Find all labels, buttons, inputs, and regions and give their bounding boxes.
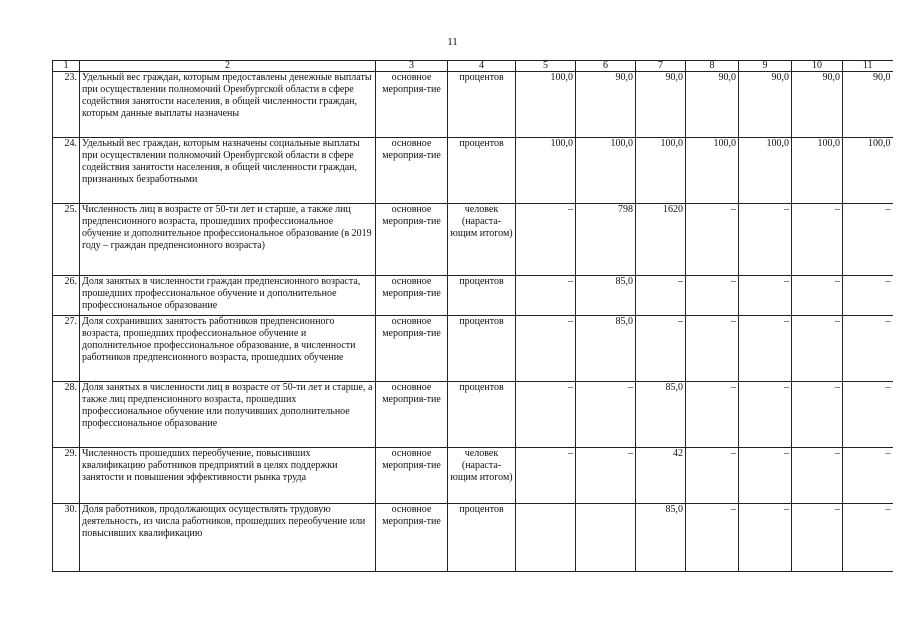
- value-col-8: –: [686, 448, 739, 504]
- value-col-11: –: [843, 504, 893, 572]
- value-col-9: 100,0: [739, 138, 792, 204]
- indicator-unit: процентов: [448, 316, 516, 382]
- row-number: 26.: [53, 276, 80, 316]
- table-row: [53, 504, 893, 572]
- table-row: [53, 72, 893, 138]
- value-col-6: –: [576, 382, 636, 448]
- indicator-text: Доля занятых в численности лиц в возрасте от 50-ти лет и старше, а также лиц предпенсионного возраста, прошедших профессиональное обучение или получивших дополнительное профессиональное образование: [80, 382, 376, 448]
- header-cell: 2: [80, 61, 376, 72]
- header-row: [53, 61, 893, 72]
- indicator-type: основное мероприя-тие: [376, 72, 448, 138]
- row-number: 28.: [53, 382, 80, 448]
- value-col-10: 100,0: [792, 138, 843, 204]
- value-col-8: –: [686, 204, 739, 276]
- value-col-7: 85,0: [636, 504, 686, 572]
- indicator-text: Доля работников, продолжающих осуществлять трудовую деятельность, из числа работников, прошедших переобучение или повысивших квалификацию: [80, 504, 376, 572]
- indicator-unit: процентов: [448, 138, 516, 204]
- header-cell: 7: [636, 61, 686, 72]
- value-col-8: 90,0: [686, 72, 739, 138]
- value-col-5: –: [516, 276, 576, 316]
- value-col-8: –: [686, 316, 739, 382]
- value-col-9: –: [739, 316, 792, 382]
- indicator-unit: процентов: [448, 72, 516, 138]
- value-col-6: [576, 504, 636, 572]
- indicator-unit: человек (нараста-ющим итогом): [448, 204, 516, 276]
- row-number: 25.: [53, 204, 80, 276]
- value-col-8: 100,0: [686, 138, 739, 204]
- value-col-9: –: [739, 504, 792, 572]
- value-col-10: –: [792, 204, 843, 276]
- row-number: 23.: [53, 72, 80, 138]
- value-col-5: [516, 504, 576, 572]
- indicator-type: основное мероприя-тие: [376, 504, 448, 572]
- value-col-5: –: [516, 382, 576, 448]
- header-cell: 9: [739, 61, 792, 72]
- indicator-type: основное мероприя-тие: [376, 204, 448, 276]
- value-col-7: –: [636, 316, 686, 382]
- value-col-7: 42: [636, 448, 686, 504]
- row-number: 24.: [53, 138, 80, 204]
- value-col-6: –: [576, 448, 636, 504]
- indicator-text: Удельный вес граждан, которым назначены социальные выплаты при осуществлении полномочий Оренбургской области в сфере содействия занятости населения, в общей численности граждан, признанных безработными: [80, 138, 376, 204]
- indicator-text: Удельный вес граждан, которым предоставлены денежные выплаты при осуществлении полномочий Оренбургской области в сфере содействия занятости населения, в общей численности граждан, которым данные выплаты назначены: [80, 72, 376, 138]
- header-cell: 4: [448, 61, 516, 72]
- value-col-7: 85,0: [636, 382, 686, 448]
- value-col-9: –: [739, 382, 792, 448]
- value-col-11: 90,0: [843, 72, 893, 138]
- indicator-type: основное мероприя-тие: [376, 382, 448, 448]
- value-col-5: –: [516, 448, 576, 504]
- value-col-6: 85,0: [576, 316, 636, 382]
- indicator-unit: процентов: [448, 504, 516, 572]
- value-col-8: –: [686, 276, 739, 316]
- row-number: 30.: [53, 504, 80, 572]
- table-row: [53, 204, 893, 276]
- table-row: [53, 448, 893, 504]
- value-col-11: –: [843, 316, 893, 382]
- indicator-type: основное мероприя-тие: [376, 276, 448, 316]
- header-cell: 11: [843, 61, 893, 72]
- value-col-10: –: [792, 448, 843, 504]
- value-col-7: 1620: [636, 204, 686, 276]
- indicator-text: Численность лиц в возрасте от 50-ти лет и старше, а также лиц предпенсионного возраста, прошедших профессиональное обучение и дополнительное профессиональное образование (в 2019 году – граждан предпенсионного возраста): [80, 204, 376, 276]
- indicator-text: Доля занятых в численности граждан предпенсионного возраста, прошедших профессиональное обучение и дополнительное профессиональное образование: [80, 276, 376, 316]
- value-col-11: –: [843, 382, 893, 448]
- value-col-5: 100,0: [516, 138, 576, 204]
- indicators-table: [52, 60, 893, 572]
- value-col-9: –: [739, 448, 792, 504]
- header-cell: 5: [516, 61, 576, 72]
- indicator-unit: человек (нараста-ющим итогом): [448, 448, 516, 504]
- value-col-10: –: [792, 316, 843, 382]
- value-col-11: –: [843, 448, 893, 504]
- table-row: [53, 276, 893, 316]
- value-col-11: –: [843, 204, 893, 276]
- value-col-9: –: [739, 204, 792, 276]
- value-col-7: –: [636, 276, 686, 316]
- value-col-5: 100,0: [516, 72, 576, 138]
- value-col-7: 100,0: [636, 138, 686, 204]
- table-row: [53, 382, 893, 448]
- value-col-7: 90,0: [636, 72, 686, 138]
- value-col-10: –: [792, 382, 843, 448]
- indicator-type: основное мероприя-тие: [376, 138, 448, 204]
- value-col-8: –: [686, 504, 739, 572]
- value-col-6: 798: [576, 204, 636, 276]
- value-col-9: –: [739, 276, 792, 316]
- header-cell: 1: [53, 61, 80, 72]
- indicator-text: Доля сохранивших занятость работников предпенсионного возраста, прошедших профессиональное обучение и дополнительное профессиональное образование, в численности работников предпенсионного возраста, прошедших обучение: [80, 316, 376, 382]
- row-number: 27.: [53, 316, 80, 382]
- header-cell: 10: [792, 61, 843, 72]
- header-cell: 8: [686, 61, 739, 72]
- value-col-9: 90,0: [739, 72, 792, 138]
- value-col-10: –: [792, 276, 843, 316]
- indicator-type: основное мероприя-тие: [376, 316, 448, 382]
- value-col-6: 90,0: [576, 72, 636, 138]
- header-cell: 3: [376, 61, 448, 72]
- value-col-6: 100,0: [576, 138, 636, 204]
- value-col-11: –: [843, 276, 893, 316]
- indicator-unit: процентов: [448, 276, 516, 316]
- indicator-unit: процентов: [448, 382, 516, 448]
- value-col-11: 100,0: [843, 138, 893, 204]
- value-col-5: –: [516, 204, 576, 276]
- value-col-8: –: [686, 382, 739, 448]
- table-row: [53, 316, 893, 382]
- indicator-text: Численность прошедших переобучение, повысивших квалификацию работников предприятий в целях поддержки занятости и повышения эффективности рынка труда: [80, 448, 376, 504]
- value-col-10: –: [792, 504, 843, 572]
- table-row: [53, 138, 893, 204]
- value-col-10: 90,0: [792, 72, 843, 138]
- row-number: 29.: [53, 448, 80, 504]
- page-number: 11: [447, 36, 458, 48]
- indicator-type: основное мероприя-тие: [376, 448, 448, 504]
- header-cell: 6: [576, 61, 636, 72]
- value-col-6: 85,0: [576, 276, 636, 316]
- value-col-5: –: [516, 316, 576, 382]
